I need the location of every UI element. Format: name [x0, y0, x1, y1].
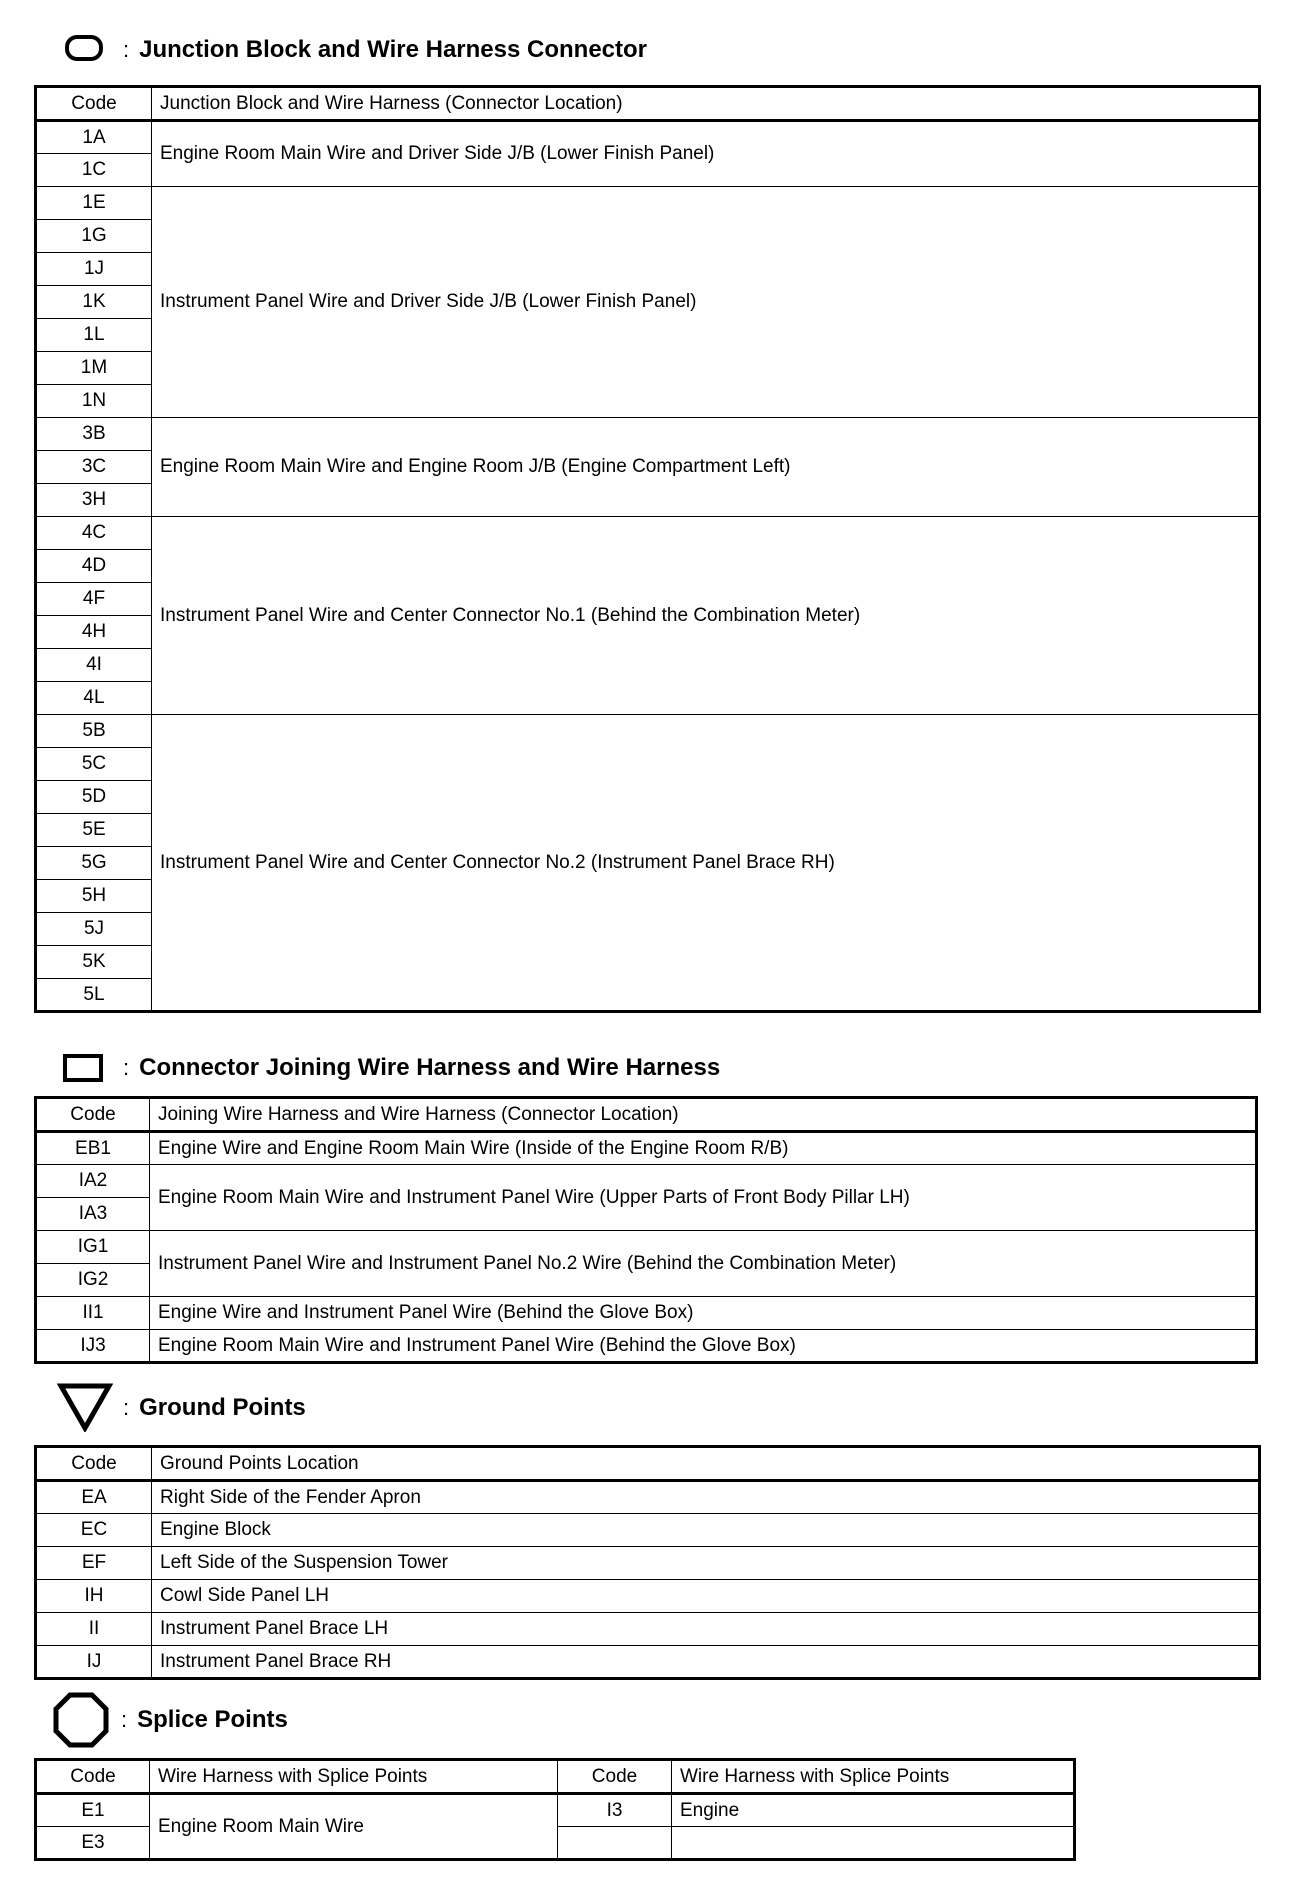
section-title: Connector Joining Wire Harness and Wire Harness: [139, 1054, 721, 1081]
table-row: [36, 1132, 1257, 1165]
splice-wire-cell: Engine: [672, 1794, 1075, 1827]
table-row: [36, 121, 1260, 154]
table-row: [36, 1580, 1260, 1613]
section-title: Ground Points: [139, 1394, 306, 1421]
location-cell: Engine Wire and Engine Room Main Wire (Inside of the Engine Room R/B): [150, 1132, 1257, 1165]
location-cell: Left Side of the Suspension Tower: [152, 1547, 1260, 1580]
header-code: Code: [36, 1447, 152, 1481]
header-code: Code: [36, 1760, 150, 1794]
table-header-row: [36, 1447, 1260, 1481]
code-cell: 5K: [36, 946, 152, 979]
code-cell: IG2: [36, 1264, 150, 1297]
header-description: Ground Points Location: [152, 1447, 1260, 1481]
table-row: [36, 1514, 1260, 1547]
code-cell: EF: [36, 1547, 152, 1580]
section-colon: :: [123, 1395, 130, 1420]
code-cell: 3C: [36, 451, 152, 484]
location-cell: Right Side of the Fender Apron: [152, 1481, 1260, 1514]
code-cell: 3H: [36, 484, 152, 517]
table-row: [36, 1330, 1257, 1363]
table-header-row: [36, 1098, 1257, 1132]
splice-table: [34, 1758, 1076, 1861]
ground-section-header: [55, 1388, 306, 1428]
section-title: Junction Block and Wire Harness Connector: [139, 36, 648, 63]
splice-wire-cell: Engine Room Main Wire: [150, 1794, 558, 1860]
location-cell: Engine Block: [152, 1514, 1260, 1547]
code-cell: 4D: [36, 550, 152, 583]
code-cell: 1C: [36, 154, 152, 187]
table-row: [36, 715, 1260, 748]
joining-connector-symbol-icon: [55, 1048, 111, 1088]
location-cell: Instrument Panel Wire and Driver Side J/B (Lower Finish Panel): [152, 187, 1260, 418]
location-cell: Instrument Panel Wire and Center Connector No.2 (Instrument Panel Brace RH): [152, 715, 1260, 1012]
code-cell: 1L: [36, 319, 152, 352]
table-row: [36, 1547, 1260, 1580]
code-cell: 4L: [36, 682, 152, 715]
header-code: Code: [36, 87, 152, 121]
code-cell: 5E: [36, 814, 152, 847]
code-cell: IG1: [36, 1231, 150, 1264]
table-row: [36, 418, 1260, 451]
code-cell: 5B: [36, 715, 152, 748]
code-cell: EB1: [36, 1132, 150, 1165]
code-cell: IJ3: [36, 1330, 150, 1363]
header-code: Code: [558, 1760, 672, 1794]
code-cell: 1A: [36, 121, 152, 154]
junction-table: [34, 85, 1261, 1013]
joining-section-header: [55, 1048, 720, 1088]
location-cell: Instrument Panel Brace RH: [152, 1646, 1260, 1679]
location-cell: Instrument Panel Brace LH: [152, 1613, 1260, 1646]
code-cell: 5L: [36, 979, 152, 1012]
table-row: [36, 1613, 1260, 1646]
location-cell: Engine Wire and Instrument Panel Wire (Behind the Glove Box): [150, 1297, 1257, 1330]
splice-section-header: [53, 1700, 288, 1740]
code-cell: 3B: [36, 418, 152, 451]
table-header-row: [36, 1760, 1075, 1794]
code-cell: I3: [558, 1794, 672, 1827]
location-cell: Cowl Side Panel LH: [152, 1580, 1260, 1613]
location-cell: Instrument Panel Wire and Instrument Panel No.2 Wire (Behind the Combination Meter): [150, 1231, 1257, 1297]
header-description: Junction Block and Wire Harness (Connector Location): [152, 87, 1260, 121]
location-cell: Engine Room Main Wire and Driver Side J/B (Lower Finish Panel): [152, 121, 1260, 187]
code-cell: 4H: [36, 616, 152, 649]
junction-connector-symbol-icon: [55, 30, 111, 70]
table-row: [36, 517, 1260, 550]
table-row: [36, 1165, 1257, 1198]
table-row: [36, 1481, 1260, 1514]
code-cell: 1J: [36, 253, 152, 286]
code-cell: 4C: [36, 517, 152, 550]
table-row: [36, 187, 1260, 220]
code-cell: EA: [36, 1481, 152, 1514]
code-cell: 5D: [36, 781, 152, 814]
table-row: [36, 1646, 1260, 1679]
table-row: [36, 1794, 1075, 1827]
code-cell: II1: [36, 1297, 150, 1330]
header-description: Wire Harness with Splice Points: [150, 1760, 558, 1794]
splice-point-octagon-icon: [53, 1700, 109, 1740]
splice-wire-cell: [672, 1827, 1075, 1860]
code-cell: 5G: [36, 847, 152, 880]
code-cell: 1M: [36, 352, 152, 385]
code-cell: 1G: [36, 220, 152, 253]
code-cell: 4F: [36, 583, 152, 616]
ground-point-triangle-icon: [55, 1388, 111, 1428]
code-cell: 5C: [36, 748, 152, 781]
table-row: [36, 1231, 1257, 1264]
section-colon: :: [121, 1707, 128, 1732]
location-cell: Engine Room Main Wire and Engine Room J/B (Engine Compartment Left): [152, 418, 1260, 517]
location-cell: Engine Room Main Wire and Instrument Panel Wire (Behind the Glove Box): [150, 1330, 1257, 1363]
code-cell: IA3: [36, 1198, 150, 1231]
code-cell: 5J: [36, 913, 152, 946]
code-cell: II: [36, 1613, 152, 1646]
code-cell: E1: [36, 1794, 150, 1827]
code-cell: 4I: [36, 649, 152, 682]
header-code: Code: [36, 1098, 150, 1132]
table-row: [36, 1297, 1257, 1330]
code-cell: 1K: [36, 286, 152, 319]
code-cell: IA2: [36, 1165, 150, 1198]
location-cell: Instrument Panel Wire and Center Connector No.1 (Behind the Combination Meter): [152, 517, 1260, 715]
code-cell: IJ: [36, 1646, 152, 1679]
code-cell: 5H: [36, 880, 152, 913]
code-cell: 1E: [36, 187, 152, 220]
ground-table: [34, 1445, 1261, 1680]
location-cell: Engine Room Main Wire and Instrument Panel Wire (Upper Parts of Front Body Pillar LH): [150, 1165, 1257, 1231]
code-cell: EC: [36, 1514, 152, 1547]
code-cell: E3: [36, 1827, 150, 1860]
header-description: Wire Harness with Splice Points: [672, 1760, 1075, 1794]
joining-table: [34, 1096, 1258, 1364]
code-cell: IH: [36, 1580, 152, 1613]
code-cell: 1N: [36, 385, 152, 418]
section-colon: :: [123, 1055, 130, 1080]
section-colon: :: [123, 37, 130, 62]
code-cell: [558, 1827, 672, 1860]
header-description: Joining Wire Harness and Wire Harness (Connector Location): [150, 1098, 1257, 1132]
table-header-row: [36, 87, 1260, 121]
section-title: Splice Points: [137, 1706, 288, 1733]
junction-section-header: [55, 30, 647, 70]
